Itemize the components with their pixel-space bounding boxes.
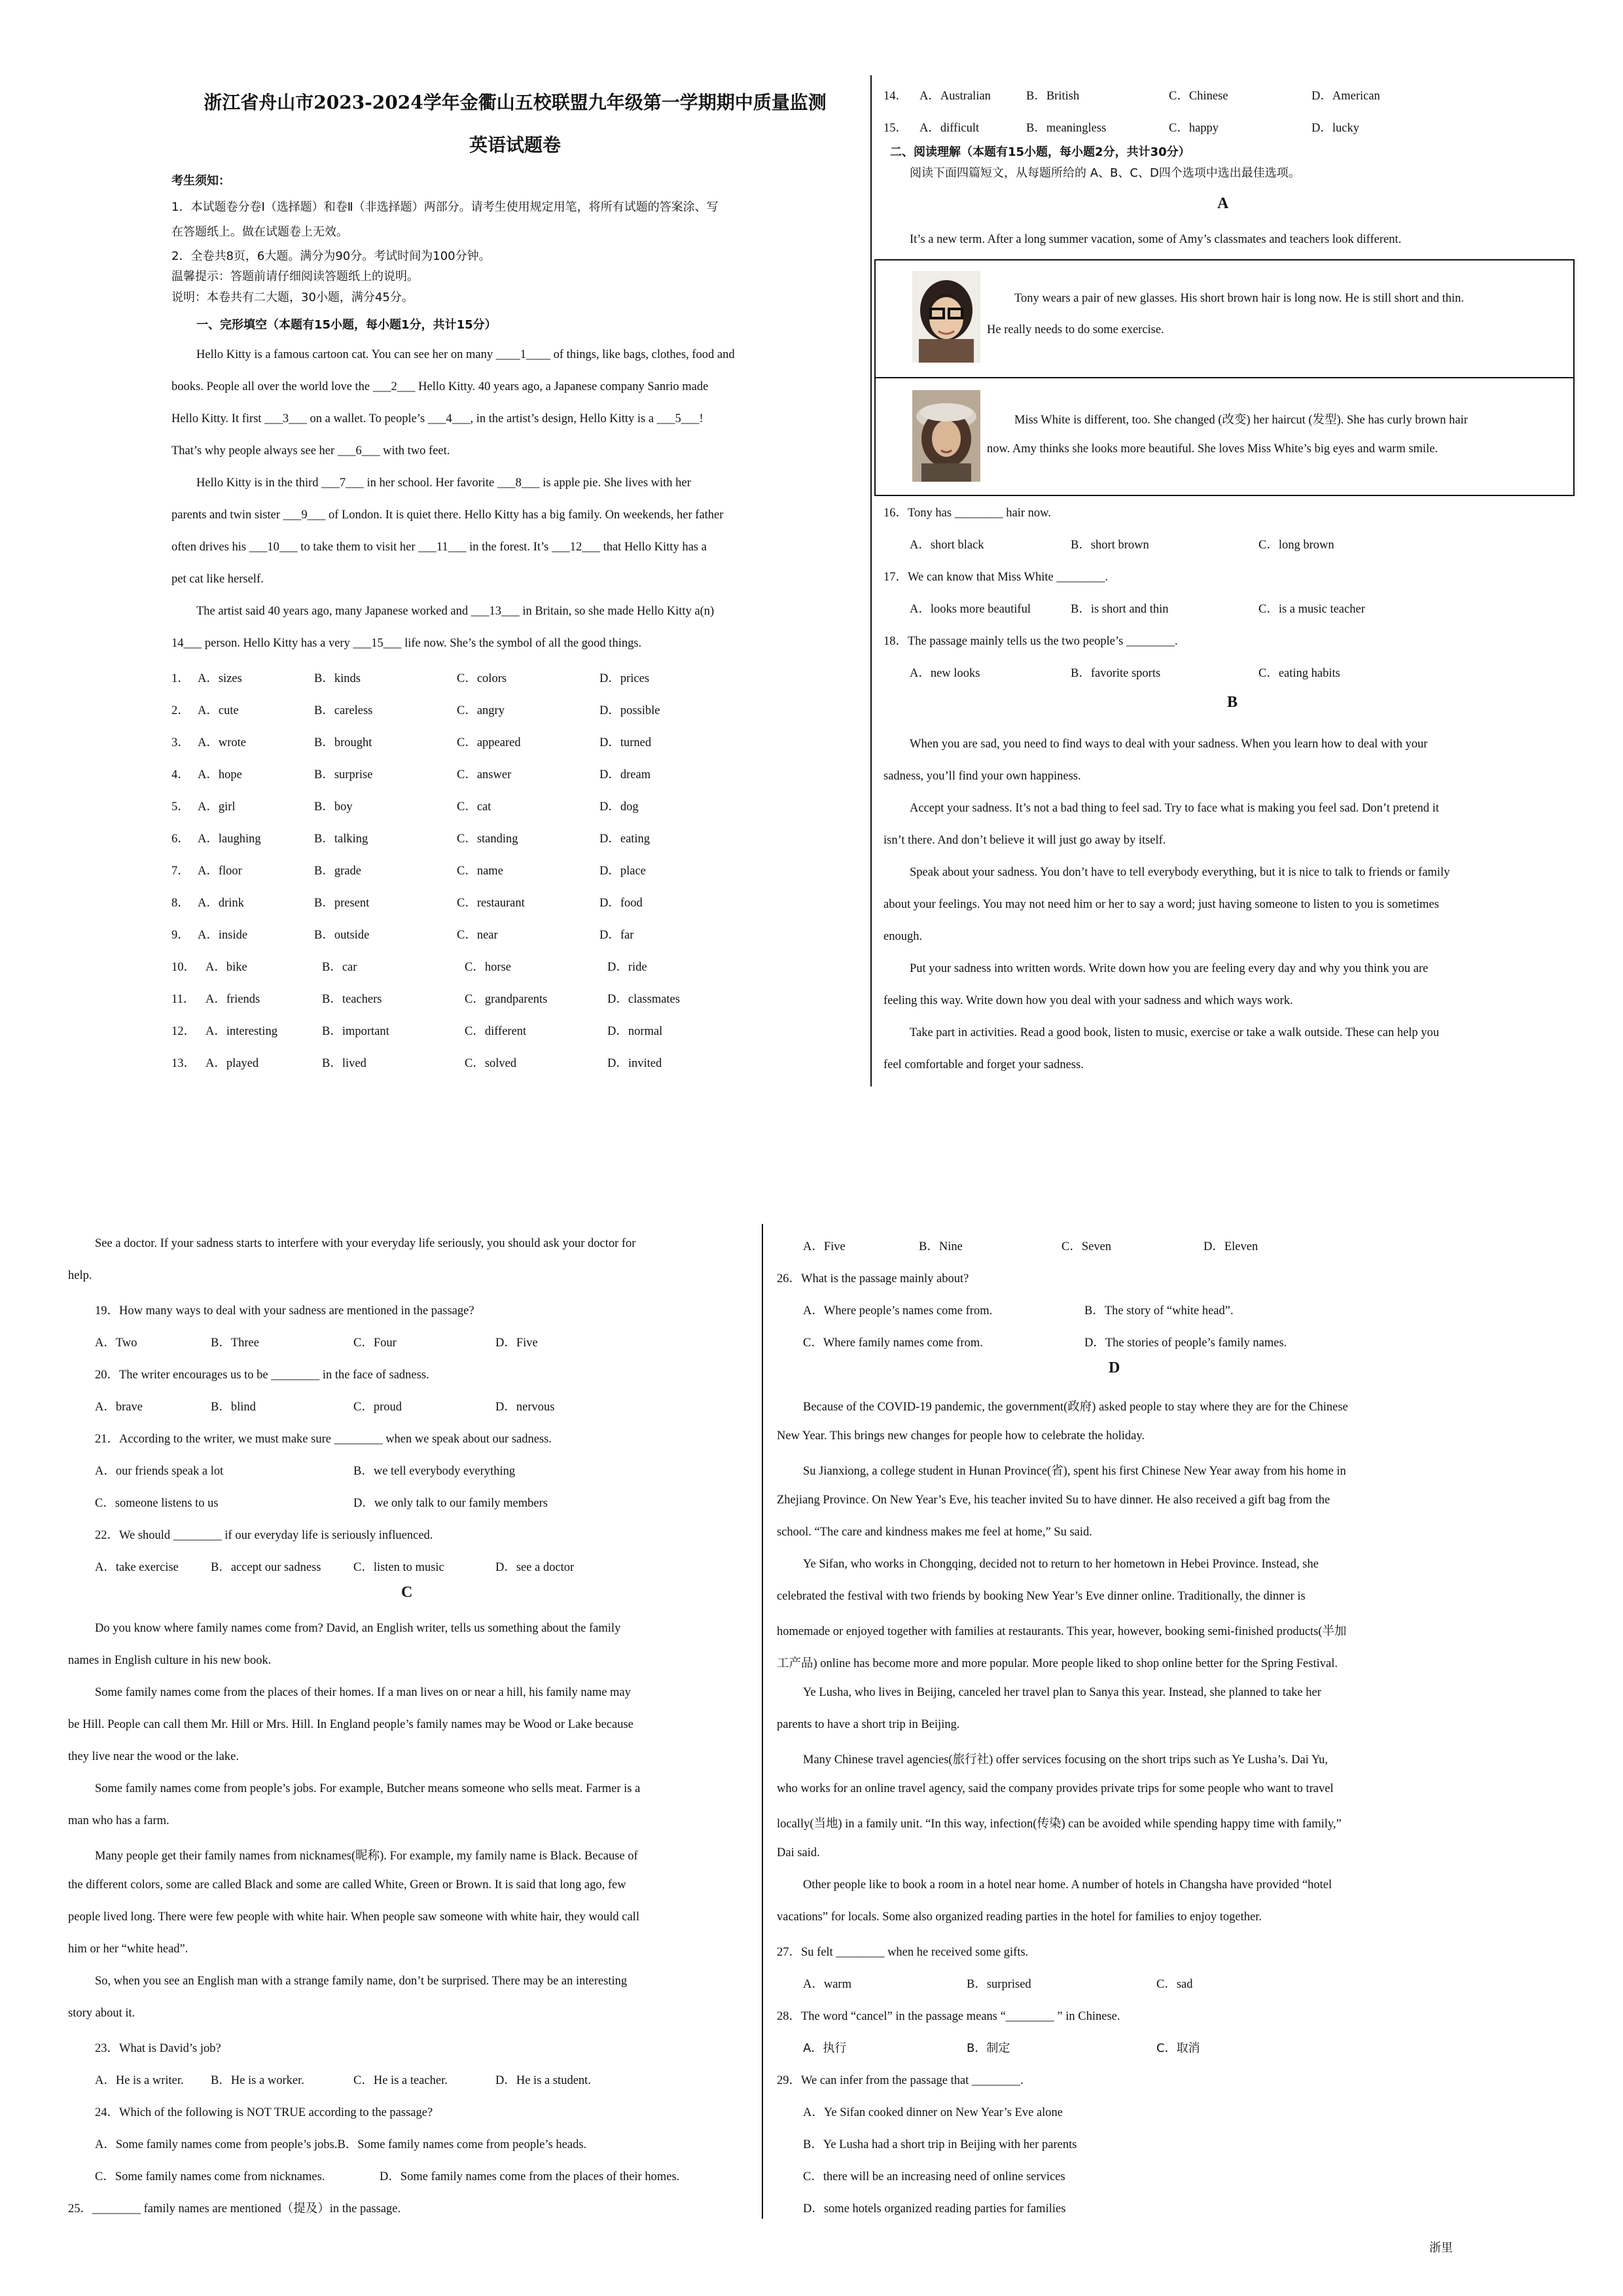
option-b[interactable]: B．present (314, 897, 370, 910)
option-b[interactable]: B．important (322, 1025, 389, 1038)
q24-options-1[interactable]: A．Some family names come from people’s jobs.B．Some family names come from people’s heads. (95, 2138, 587, 2151)
option-d[interactable]: D．dream (599, 768, 651, 781)
passage-d-line: Ye Sifan, who works in Chongqing, decided not to return to her hometown in Hebei Province. Instead, she (803, 1558, 1319, 1571)
column-divider (870, 75, 872, 1086)
cloze-line: books. People all over the world love the ___2___ Hello Kitty. 40 years ago, a Japanese company Sanrio made (171, 380, 709, 393)
option-c[interactable]: C．near (457, 929, 498, 942)
passage-d-line: homemade or enjoyed together with families at restaurants. This year, however, booking semi-finished products(半加 (777, 1625, 1347, 1638)
cloze-line: parents and twin sister ___9___ of London. It is quiet there. Hello Kitty has a big family. On weekends, her father (171, 509, 724, 522)
option-b[interactable]: B．teachers (322, 993, 382, 1006)
question-23: 23．What is David’s job? (95, 2042, 221, 2055)
q29-opt-b[interactable]: B．Ye Lusha had a short trip in Beijing with her parents (803, 2138, 1077, 2151)
q21-opt-d[interactable]: D．we only talk to our family members (353, 1497, 548, 1510)
column-divider-bottom (762, 1224, 763, 2219)
q26-opt-a[interactable]: A．Where people’s names come from. (803, 1304, 993, 1318)
q19-opt-d[interactable]: D．Five (495, 1336, 538, 1350)
option-b[interactable]: B．talking (314, 833, 368, 846)
passage-d-line: school. “The care and kindness makes me feel at home,” Su said. (777, 1526, 1092, 1539)
q22-opt-c[interactable]: C．listen to music (353, 1561, 444, 1574)
q18-opt-c[interactable]: C．eating habits (1258, 667, 1340, 680)
q22-opt-d[interactable]: D．see a doctor (495, 1561, 575, 1574)
notes-title: 考生须知： (171, 174, 230, 188)
option-a[interactable]: A．friends (205, 993, 260, 1006)
q23-opt-d[interactable]: D．He is a student. (495, 2074, 591, 2087)
q15-number: 15． (883, 122, 908, 135)
passage-b-line: Accept your sadness. It’s not a bad thing to feel sad. Try to face what is making you feel sad. Don’t pretend it (910, 802, 1439, 815)
option-d[interactable]: D．prices (599, 672, 650, 685)
q17-opt-a[interactable]: A．looks more beautiful (910, 603, 1031, 616)
passage-b-line: sadness, you’ll find your own happiness. (883, 770, 1081, 783)
option-a[interactable]: A．wrote (198, 736, 246, 749)
question-29: 29．We can infer from the passage that ________. (777, 2074, 1024, 2087)
passage-c-line: man who has a farm. (68, 1814, 169, 1827)
q26-opt-d[interactable]: D．The stories of people’s family names. (1084, 1336, 1287, 1350)
option-b[interactable]: B．kinds (314, 672, 361, 685)
option-a[interactable]: A．cute (198, 704, 239, 717)
q20-opt-b[interactable]: B．blind (211, 1401, 256, 1414)
q19-opt-b[interactable]: B．Three (211, 1336, 259, 1350)
option-d[interactable]: D．classmates (607, 993, 680, 1006)
passage-d-line: Su Jianxiong, a college student in Hunan Province(省), spent his first Chinese New Year away from his home in (803, 1465, 1346, 1478)
q16-opt-a[interactable]: A．short black (910, 539, 984, 552)
question-17: 17．We can know that Miss White ________. (883, 571, 1108, 584)
option-c[interactable]: C．horse (465, 961, 511, 974)
tony-text-2: He really needs to do some exercise. (987, 323, 1164, 336)
option-b[interactable]: B．boy (314, 800, 353, 814)
option-c[interactable]: C．standing (457, 833, 518, 846)
question-number: 7． (171, 865, 190, 878)
option-a[interactable]: A．bike (205, 961, 247, 974)
q26-opt-b[interactable]: B．The story of “white head”. (1084, 1304, 1234, 1318)
option-b[interactable]: B．lived (322, 1057, 366, 1070)
option-d[interactable]: D．food (599, 897, 643, 910)
question-27: 27．Su felt ________ when he received some gifts. (777, 1946, 1029, 1959)
passage-d-line: Other people like to book a room in a hotel near home. A number of hotels in Changsha have provided “hotel (803, 1878, 1332, 1892)
passage-c-line: So, when you see an English man with a strange family name, don’t be surprised. There may be an interesting (95, 1975, 628, 1988)
option-c[interactable]: C．restaurant (457, 897, 525, 910)
passage-c-line: they live near the wood or the lake. (68, 1750, 239, 1763)
section1-title: 一、完形填空（本题有15小题，每小题1分，共计15分） (196, 318, 497, 332)
option-d[interactable]: D．eating (599, 833, 651, 846)
q16-opt-c[interactable]: C．long brown (1258, 539, 1334, 552)
passage-b-line: feel comfortable and forget your sadness. (883, 1058, 1084, 1071)
passage-c-line: story about it. (68, 2007, 135, 2020)
cloze-line: Hello Kitty. It first ___3___ on a wallet. To people’s ___4___, in the artist’s design, Hello Kitty is a ___5___! (171, 412, 704, 425)
q19-opt-a[interactable]: A．Two (95, 1336, 137, 1350)
option-b[interactable]: B．surprise (314, 768, 373, 781)
q27-opt-a[interactable]: A．warm (803, 1978, 851, 1991)
q21-opt-c[interactable]: C．someone listens to us (95, 1497, 219, 1510)
question-22: 22．We should ________ if our everyday life is seriously influenced. (95, 1529, 433, 1542)
q17-opt-c[interactable]: C．is a music teacher (1258, 603, 1365, 616)
question-24: 24．Which of the following is NOT TRUE according to the passage? (95, 2106, 433, 2119)
passage-d-line: vacations” for locals. Some also organized reading parties in the hotel for families to enjoy together. (777, 1910, 1262, 1924)
passage-c-line: him or her “white head”. (68, 1943, 188, 1956)
q25-opt-b[interactable]: B．Nine (919, 1240, 963, 1253)
passage-d-line: 工产品) online has become more and more popular. More people liked to shop online better for the Spring Festival. (777, 1657, 1338, 1670)
notes-line: 说明：本卷共有二大题，30小题，满分45分。 (171, 291, 414, 304)
option-c[interactable]: C．appeared (457, 736, 521, 749)
question-19: 19．How many ways to deal with your sadness are mentioned in the passage? (95, 1304, 474, 1318)
passage-d-line: New Year. This brings new changes for people how to celebrate the holiday. (777, 1429, 1145, 1443)
q14-opt-c[interactable]: C．Chinese (1169, 90, 1228, 103)
passage-d-label: D (1109, 1359, 1120, 1376)
option-a[interactable]: A．interesting (205, 1025, 277, 1038)
question-25: 25．________ family names are mentioned（提及）in the passage. (68, 2202, 401, 2215)
passage-b-line: isn’t there. And don’t believe it will just go away by itself. (883, 834, 1166, 847)
passage-d-line: Ye Lusha, who lives in Beijing, canceled her travel plan to Sanya this year. Instead, she planned to take her (803, 1686, 1321, 1699)
q22-opt-b[interactable]: B．accept our sadness (211, 1561, 321, 1574)
cloze-line: pet cat like herself. (171, 573, 264, 586)
q20-opt-c[interactable]: C．proud (353, 1401, 402, 1414)
notes-line: 2．全卷共8页，6大题。满分为90分。考试时间为100分钟。 (171, 249, 491, 263)
passage-c-line: be Hill. People can call them Mr. Hill or Mrs. Hill. In England people’s family names may be Wood or Lake because (68, 1718, 633, 1731)
option-a[interactable]: A．played (205, 1057, 259, 1070)
q24-opt-c[interactable]: C．Some family names come from nicknames. (95, 2170, 325, 2183)
q20-opt-d[interactable]: D．nervous (495, 1401, 555, 1414)
cloze-line: Hello Kitty is in the third ___7___ in her school. Her favorite ___8___ is apple pie. She lives with her (196, 476, 691, 490)
question-number: 13． (171, 1057, 196, 1070)
q25-opt-c[interactable]: C．Seven (1061, 1240, 1112, 1253)
q18-opt-b[interactable]: B．favorite sports (1071, 667, 1161, 680)
q29-opt-c[interactable]: C．there will be an increasing need of online services (803, 2170, 1065, 2183)
question-number: 6． (171, 833, 190, 846)
q20-opt-a[interactable]: A．brave (95, 1401, 143, 1414)
option-c[interactable]: C．name (457, 865, 503, 878)
q22-opt-a[interactable]: A．take exercise (95, 1561, 179, 1574)
passage-b-label: B (1227, 694, 1238, 711)
q25-opt-d[interactable]: D．Eleven (1204, 1240, 1258, 1253)
q17-opt-b[interactable]: B．is short and thin (1071, 603, 1169, 616)
q18-opt-a[interactable]: A．new looks (910, 667, 980, 680)
passage-c-label: C (401, 1584, 413, 1601)
question-number: 5． (171, 800, 190, 814)
passage-b-line: Put your sadness into written words. Write down how you are feeling every day and why you think you are (910, 962, 1429, 975)
option-d[interactable]: D．normal (607, 1025, 663, 1038)
option-d[interactable]: D．place (599, 865, 646, 878)
white-text-1: Miss White is different, too. She changed (改变) her haircut (发型). She has curly brown hair (1014, 414, 1468, 427)
passage-b-line: See a doctor. If your sadness starts to interfere with your everyday life seriously, you should ask your doctor for (95, 1237, 636, 1250)
q15-opt-c[interactable]: C．happy (1169, 122, 1219, 135)
q21-opt-b[interactable]: B．we tell everybody everything (353, 1465, 516, 1478)
passage-c-line: names in English culture in his new book. (68, 1654, 272, 1667)
white-text-2: now. Amy thinks she looks more beautiful. She loves Miss White’s big eyes and warm smile. (987, 442, 1438, 456)
option-d[interactable]: D．ride (607, 961, 647, 974)
option-b[interactable]: B．careless (314, 704, 373, 717)
passage-a-intro: It’s a new term. After a long summer vacation, some of Amy’s classmates and teachers look different. (910, 233, 1402, 246)
option-c[interactable]: C．colors (457, 672, 507, 685)
passage-d-line: Dai said. (777, 1846, 820, 1859)
q15-opt-d[interactable]: D．lucky (1311, 122, 1359, 135)
option-d[interactable]: D．turned (599, 736, 652, 749)
exam-subtitle: 英语试题卷 (469, 134, 561, 156)
option-b[interactable]: B．brought (314, 736, 372, 749)
passage-c-line: Many people get their family names from nicknames(昵称). For example, my family name is Black. Because of (95, 1850, 638, 1863)
q28-opt-b[interactable]: B．制定 (967, 2041, 1010, 2055)
section2-title: 二、阅读理解（本题有15小题，每小题2分，共计30分） (890, 145, 1190, 159)
option-a[interactable]: A．girl (198, 800, 236, 814)
passage-d-line: parents to have a short trip in Beijing. (777, 1718, 960, 1731)
option-d[interactable]: D．possible (599, 704, 660, 717)
option-a[interactable]: A．hope (198, 768, 242, 781)
q19-opt-c[interactable]: C．Four (353, 1336, 397, 1350)
q14-opt-b[interactable]: B．British (1026, 90, 1080, 103)
passage-b-line: enough. (883, 930, 923, 943)
q23-opt-c[interactable]: C．He is a teacher. (353, 2074, 448, 2087)
option-d[interactable]: D．invited (607, 1057, 662, 1070)
q15-opt-a[interactable]: A．difficult (919, 122, 980, 135)
question-number: 4． (171, 768, 190, 781)
passage-d-line: celebrated the festival with two friends by booking New Year’s Eve dinner online. Traditionally, the dinner is (777, 1590, 1306, 1603)
cloze-line: 14___ person. Hello Kitty has a very ___15___ life now. She’s the symbol of all the good things. (171, 637, 642, 650)
option-c[interactable]: C．solved (465, 1057, 517, 1070)
question-number: 1． (171, 672, 190, 685)
q28-opt-a[interactable]: A．执行 (803, 2041, 847, 2055)
option-c[interactable]: C．different (465, 1025, 527, 1038)
option-c[interactable]: C．grandparents (465, 993, 548, 1006)
question-20: 20．The writer encourages us to be ________ in the face of sadness. (95, 1369, 429, 1382)
question-number: 10． (171, 961, 196, 974)
option-a[interactable]: A．floor (198, 865, 242, 878)
option-c[interactable]: C．angry (457, 704, 505, 717)
q15-opt-b[interactable]: B．meaningless (1026, 122, 1107, 135)
q27-opt-b[interactable]: B．surprised (967, 1978, 1031, 1991)
passage-c-line: Some family names come from people’s jobs. For example, Butcher means someone who sells meat. Farmer is a (95, 1782, 641, 1795)
question-number: 11． (171, 993, 196, 1006)
question-16: 16．Tony has ________ hair now. (883, 507, 1051, 520)
option-c[interactable]: C．answer (457, 768, 512, 781)
q16-opt-b[interactable]: B．short brown (1071, 539, 1149, 552)
question-26: 26．What is the passage mainly about? (777, 1272, 969, 1285)
q14-opt-d[interactable]: D．American (1311, 90, 1380, 103)
passage-d-line: Many Chinese travel agencies(旅行社) offer services focusing on the short trips such as Ye Lusha’s. Dai Yu, (803, 1753, 1329, 1767)
option-d[interactable]: D．far (599, 929, 634, 942)
footer-watermark: 浙里 (1429, 2241, 1453, 2255)
passage-a-label: A (1217, 195, 1229, 212)
question-28: 28．The word “cancel” in the passage means “________ ” in Chinese. (777, 2010, 1120, 2023)
passage-d-line: Zhejiang Province. On New Year’s Eve, his teacher invited Su to have dinner. He also received a gift bag from the (777, 1494, 1330, 1507)
passage-d-line: who works for an online travel agency, said the company provides private trips for some people who want to travel (777, 1782, 1334, 1795)
cloze-line: The artist said 40 years ago, many Japanese worked and ___13___ in Britain, so she made Hello Kitty a(n) (196, 605, 715, 618)
passage-d-line: locally(当地) in a family unit. “In this way, infection(传染) can be avoided while spending happy time with family,” (777, 1818, 1342, 1831)
option-a[interactable]: A．sizes (198, 672, 242, 685)
question-number: 9． (171, 929, 190, 942)
q23-opt-a[interactable]: A．He is a writer. (95, 2074, 184, 2087)
option-b[interactable]: B．outside (314, 929, 370, 942)
q23-opt-b[interactable]: B．He is a worker. (211, 2074, 304, 2087)
cloze-line: often drives his ___10___ to take them to visit her ___11___ in the forest. It’s ___12___ that Hello Kitty has a (171, 541, 707, 554)
option-a[interactable]: A．drink (198, 897, 244, 910)
option-b[interactable]: B．car (322, 961, 357, 974)
tony-text-1: Tony wears a pair of new glasses. His short brown hair is long now. He is still short and thin. (1014, 292, 1465, 305)
option-a[interactable]: A．laughing (198, 833, 261, 846)
notes-line: 1．本试题卷分卷Ⅰ（选择题）和卷Ⅱ（非选择题）两部分。请考生使用规定用笔，将所有试题的答案涂、写 (171, 200, 719, 214)
passage-b-line: about your feelings. You may not need him or her to say a word; just having someone to listen to you is sometimes (883, 898, 1439, 911)
cloze-line: Hello Kitty is a famous cartoon cat. You can see her on many ____1____ of things, like bags, clothes, food and (196, 348, 735, 361)
option-c[interactable]: C．cat (457, 800, 491, 814)
question-number: 8． (171, 897, 190, 910)
q27-opt-c[interactable]: C．sad (1156, 1978, 1193, 1991)
option-d[interactable]: D．dog (599, 800, 639, 814)
passage-c-line: Do you know where family names come from? David, an English writer, tells us something about the family (95, 1622, 621, 1635)
q25-opt-a[interactable]: A．Five (803, 1240, 846, 1253)
q14-opt-a[interactable]: A．Australian (919, 90, 991, 103)
passage-b-line: Take part in activities. Read a good book, listen to music, exercise or take a walk outside. These can help you (910, 1026, 1440, 1039)
passage-c-line: Some family names come from the places of their homes. If a man lives on or near a hill, his family name may (95, 1686, 631, 1699)
q21-opt-a[interactable]: A．our friends speak a lot (95, 1465, 224, 1478)
q14-number: 14． (883, 90, 908, 103)
notes-line: 温馨提示：答题前请仔细阅读答题纸上的说明。 (171, 270, 419, 283)
passage-b-line: feeling this way. Write down how you deal with your sadness and which ways work. (883, 994, 1293, 1007)
question-18: 18．The passage mainly tells us the two people’s ________. (883, 635, 1178, 648)
notes-line: 在答题纸上。做在试题卷上无效。 (171, 225, 348, 239)
passage-c-line: people lived long. There were few people with white hair. When people saw someone with white hair, they would call (68, 1910, 639, 1924)
q29-opt-d[interactable]: D．some hotels organized reading parties for families (803, 2202, 1066, 2215)
passage-b-line: Speak about your sadness. You don’t have to tell everybody everything, but it is nice to talk to friends or family (910, 866, 1450, 879)
q29-opt-a[interactable]: A．Ye Sifan cooked dinner on New Year’s Eve alone (803, 2106, 1063, 2119)
question-number: 12． (171, 1025, 196, 1038)
passage-d-line: Because of the COVID-19 pandemic, the government(政府) asked people to stay where they are for the Chinese (803, 1401, 1348, 1414)
passage-b-line: When you are sad, you need to find ways to deal with your sadness. When you learn how to deal with your (910, 738, 1428, 751)
miss-white-photo (912, 390, 980, 482)
tony-photo (912, 271, 980, 363)
question-21: 21．According to the writer, we must make sure ________ when we speak about our sadness. (95, 1433, 552, 1446)
section2-intro: 阅读下面四篇短文，从每题所给的 A、B、C、D四个选项中选出最佳选项。 (910, 166, 1300, 180)
q26-opt-c[interactable]: C．Where family names come from. (803, 1336, 983, 1350)
passage-c-line: the different colors, some are called Black and some are called White, Green or Brown. It is said that long ago, few (68, 1878, 626, 1892)
cloze-line: That’s why people always see her ___6___ with two feet. (171, 444, 450, 457)
question-number: 2． (171, 704, 190, 717)
exam-title: 浙江省舟山市2023-2024学年金衢山五校联盟九年级第一学期期中质量监测 (204, 92, 827, 113)
question-number: 3． (171, 736, 190, 749)
q24-opt-d[interactable]: D．Some family names come from the places of their homes. (380, 2170, 680, 2183)
passage-b-line: help. (68, 1269, 92, 1282)
table-divider (874, 377, 1573, 378)
q28-opt-c[interactable]: C．取消 (1156, 2041, 1200, 2055)
option-b[interactable]: B．grade (314, 865, 361, 878)
option-a[interactable]: A．inside (198, 929, 248, 942)
